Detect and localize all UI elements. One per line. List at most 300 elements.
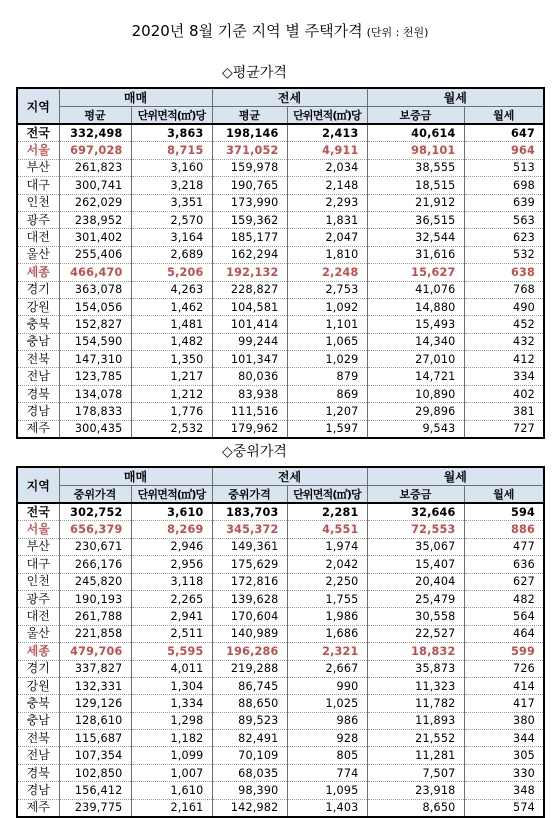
value-cell: 638: [464, 264, 544, 281]
region-header: 지역: [17, 467, 59, 503]
value-cell: 623: [464, 229, 544, 246]
jeonse-unit-area-header: 단위면적(㎡)당: [287, 486, 367, 504]
value-cell: 18,515: [367, 177, 464, 194]
value-cell: 89,523: [212, 712, 287, 729]
value-cell: 301,402: [59, 229, 131, 246]
jeonse-header: 전세: [212, 88, 367, 107]
value-cell: 2,570: [131, 211, 212, 228]
table-row: [17, 403, 544, 420]
table-row: [17, 281, 544, 298]
region-cell: 광주: [17, 590, 59, 607]
value-cell: 627: [464, 573, 544, 590]
value-cell: 4,911: [287, 142, 367, 159]
region-cell: 충북: [17, 316, 59, 333]
value-cell: 142,982: [212, 799, 287, 817]
table-row: [17, 124, 544, 142]
value-cell: 727: [464, 420, 544, 438]
value-cell: 2,250: [287, 573, 367, 590]
value-cell: 332,498: [59, 124, 131, 142]
median-table-body: [17, 503, 544, 817]
value-cell: 417: [464, 695, 544, 712]
value-cell: 228,827: [212, 281, 287, 298]
value-cell: 70,109: [212, 747, 287, 764]
value-cell: 18,832: [367, 643, 464, 660]
value-cell: 805: [287, 747, 367, 764]
region-cell: 경북: [17, 764, 59, 781]
value-cell: 2,413: [287, 124, 367, 142]
region-cell: 대전: [17, 608, 59, 625]
value-cell: 466,470: [59, 264, 131, 281]
value-cell: 3,164: [131, 229, 212, 246]
value-cell: 371,052: [212, 142, 287, 159]
table-row: [17, 677, 544, 694]
region-cell: 충북: [17, 695, 59, 712]
value-cell: 337,827: [59, 660, 131, 677]
value-cell: 1,831: [287, 211, 367, 228]
region-cell: 전남: [17, 368, 59, 385]
value-cell: 1,298: [131, 712, 212, 729]
value-cell: 2,161: [131, 799, 212, 817]
table-row: [17, 194, 544, 211]
value-cell: 175,629: [212, 556, 287, 573]
value-cell: 11,281: [367, 747, 464, 764]
value-cell: 636: [464, 556, 544, 573]
value-cell: 31,616: [367, 246, 464, 263]
value-cell: 111,516: [212, 403, 287, 420]
value-cell: 414: [464, 677, 544, 694]
value-cell: 245,820: [59, 573, 131, 590]
value-cell: 1,065: [287, 333, 367, 350]
table-row: [17, 177, 544, 194]
table-row: [17, 590, 544, 607]
value-cell: 3,863: [131, 124, 212, 142]
table-row: [17, 643, 544, 660]
value-cell: 1,986: [287, 608, 367, 625]
value-cell: 32,646: [367, 503, 464, 521]
value-cell: 21,552: [367, 730, 464, 747]
value-cell: 192,132: [212, 264, 287, 281]
value-cell: 1,217: [131, 368, 212, 385]
monthly-header: 월세: [367, 467, 544, 486]
value-cell: 230,671: [59, 538, 131, 555]
value-cell: 238,952: [59, 211, 131, 228]
value-cell: 305: [464, 747, 544, 764]
value-cell: 1,095: [287, 782, 367, 799]
value-cell: 1,610: [131, 782, 212, 799]
monthly-header: 월세: [367, 88, 544, 107]
value-cell: 5,595: [131, 643, 212, 660]
value-cell: 22,527: [367, 625, 464, 642]
value-cell: 513: [464, 159, 544, 176]
value-cell: 348: [464, 782, 544, 799]
value-cell: 156,412: [59, 782, 131, 799]
value-cell: 302,752: [59, 503, 131, 521]
table-row: [17, 368, 544, 385]
table-row: [17, 385, 544, 402]
value-cell: 32,544: [367, 229, 464, 246]
value-cell: 15,627: [367, 264, 464, 281]
table-row: [17, 712, 544, 729]
value-cell: 656,379: [59, 521, 131, 538]
value-cell: 3,160: [131, 159, 212, 176]
value-cell: 2,667: [287, 660, 367, 677]
value-cell: 262,029: [59, 194, 131, 211]
region-header: 지역: [17, 88, 59, 124]
region-cell: 대구: [17, 177, 59, 194]
region-cell: 경남: [17, 403, 59, 420]
value-cell: 2,034: [287, 159, 367, 176]
value-cell: 345,372: [212, 521, 287, 538]
region-cell: 부산: [17, 159, 59, 176]
region-cell: 대구: [17, 556, 59, 573]
value-cell: 639: [464, 194, 544, 211]
deposit-header: 보증금: [367, 486, 464, 504]
trade-avg-header: 평균: [59, 107, 131, 125]
region-cell: 울산: [17, 625, 59, 642]
value-cell: 2,753: [287, 281, 367, 298]
value-cell: 9,543: [367, 420, 464, 438]
value-cell: 2,321: [287, 643, 367, 660]
table-row: [17, 625, 544, 642]
value-cell: 599: [464, 643, 544, 660]
value-cell: 2,148: [287, 177, 367, 194]
region-cell: 전국: [17, 503, 59, 521]
value-cell: 36,515: [367, 211, 464, 228]
value-cell: 330: [464, 764, 544, 781]
table-row: [17, 298, 544, 315]
value-cell: 25,479: [367, 590, 464, 607]
value-cell: 1,403: [287, 799, 367, 817]
value-cell: 14,340: [367, 333, 464, 350]
region-cell: 부산: [17, 538, 59, 555]
monthly-rent-header: 월세: [464, 107, 544, 125]
value-cell: 15,493: [367, 316, 464, 333]
table-row: [17, 503, 544, 521]
value-cell: 239,775: [59, 799, 131, 817]
value-cell: 15,407: [367, 556, 464, 573]
value-cell: 1,481: [131, 316, 212, 333]
value-cell: 1,007: [131, 764, 212, 781]
value-cell: 86,745: [212, 677, 287, 694]
value-cell: 1,212: [131, 385, 212, 402]
value-cell: 3,610: [131, 503, 212, 521]
value-cell: 154,590: [59, 333, 131, 350]
value-cell: 190,765: [212, 177, 287, 194]
value-cell: 2,265: [131, 590, 212, 607]
value-cell: 3,218: [131, 177, 212, 194]
value-cell: 140,989: [212, 625, 287, 642]
value-cell: 219,288: [212, 660, 287, 677]
value-cell: 990: [287, 677, 367, 694]
table-row: [17, 333, 544, 350]
table-row: [17, 782, 544, 799]
value-cell: 432: [464, 333, 544, 350]
region-cell: 전북: [17, 730, 59, 747]
value-cell: 11,782: [367, 695, 464, 712]
region-cell: 경남: [17, 782, 59, 799]
value-cell: 1,029: [287, 351, 367, 368]
value-cell: 1,334: [131, 695, 212, 712]
jeonse-header: 전세: [212, 467, 367, 486]
value-cell: 178,833: [59, 403, 131, 420]
value-cell: 1,974: [287, 538, 367, 555]
table-row: [17, 521, 544, 538]
value-cell: 768: [464, 281, 544, 298]
value-cell: 104,581: [212, 298, 287, 315]
region-cell: 인천: [17, 194, 59, 211]
value-cell: 83,938: [212, 385, 287, 402]
value-cell: 1,182: [131, 730, 212, 747]
table-row: [17, 229, 544, 246]
value-cell: 3,118: [131, 573, 212, 590]
value-cell: 183,703: [212, 503, 287, 521]
value-cell: 380: [464, 712, 544, 729]
value-cell: 134,078: [59, 385, 131, 402]
trade-unit-area-header: 단위면적(㎡)당: [131, 486, 212, 504]
value-cell: 886: [464, 521, 544, 538]
value-cell: 115,687: [59, 730, 131, 747]
value-cell: 68,035: [212, 764, 287, 781]
page-title: [0, 20, 560, 41]
region-cell: 인천: [17, 573, 59, 590]
region-cell: 세종: [17, 264, 59, 281]
table-row: [17, 730, 544, 747]
region-cell: 경기: [17, 660, 59, 677]
value-cell: 8,715: [131, 142, 212, 159]
value-cell: 88,650: [212, 695, 287, 712]
value-cell: 594: [464, 503, 544, 521]
value-cell: 1,462: [131, 298, 212, 315]
value-cell: 172,816: [212, 573, 287, 590]
value-cell: 412: [464, 351, 544, 368]
table-row: [17, 695, 544, 712]
value-cell: 574: [464, 799, 544, 817]
value-cell: 11,323: [367, 677, 464, 694]
value-cell: 1,776: [131, 403, 212, 420]
value-cell: 255,406: [59, 246, 131, 263]
region-cell: 전북: [17, 351, 59, 368]
value-cell: 477: [464, 538, 544, 555]
value-cell: 647: [464, 124, 544, 142]
value-cell: 11,893: [367, 712, 464, 729]
region-cell: 광주: [17, 211, 59, 228]
value-cell: 532: [464, 246, 544, 263]
value-cell: 159,978: [212, 159, 287, 176]
value-cell: 40,614: [367, 124, 464, 142]
value-cell: 564: [464, 608, 544, 625]
table-row: [17, 246, 544, 263]
value-cell: 29,896: [367, 403, 464, 420]
table-row: [17, 764, 544, 781]
value-cell: 4,551: [287, 521, 367, 538]
value-cell: 129,126: [59, 695, 131, 712]
section-title-median: ◇중위가격: [222, 444, 287, 460]
value-cell: 159,362: [212, 211, 287, 228]
value-cell: 563: [464, 211, 544, 228]
value-cell: 2,956: [131, 556, 212, 573]
table-row: [17, 211, 544, 228]
value-cell: 381: [464, 403, 544, 420]
region-cell: 충남: [17, 712, 59, 729]
value-cell: 152,827: [59, 316, 131, 333]
region-cell: 울산: [17, 246, 59, 263]
value-cell: 2,689: [131, 246, 212, 263]
value-cell: 162,294: [212, 246, 287, 263]
value-cell: 879: [287, 368, 367, 385]
value-cell: 2,532: [131, 420, 212, 438]
table-row: [17, 573, 544, 590]
value-cell: 21,912: [367, 194, 464, 211]
value-cell: 482: [464, 590, 544, 607]
value-cell: 1,482: [131, 333, 212, 350]
value-cell: 173,990: [212, 194, 287, 211]
value-cell: 196,286: [212, 643, 287, 660]
value-cell: 8,269: [131, 521, 212, 538]
value-cell: 14,721: [367, 368, 464, 385]
region-cell: 강원: [17, 298, 59, 315]
region-cell: 강원: [17, 677, 59, 694]
value-cell: 698: [464, 177, 544, 194]
region-cell: 충남: [17, 333, 59, 350]
value-cell: 99,244: [212, 333, 287, 350]
value-cell: 363,078: [59, 281, 131, 298]
value-cell: 2,293: [287, 194, 367, 211]
value-cell: 147,310: [59, 351, 131, 368]
value-cell: 986: [287, 712, 367, 729]
table-row: [17, 264, 544, 281]
value-cell: 344: [464, 730, 544, 747]
value-cell: 80,036: [212, 368, 287, 385]
value-cell: 479,706: [59, 643, 131, 660]
value-cell: 697,028: [59, 142, 131, 159]
value-cell: 464: [464, 625, 544, 642]
unit-label: (단위 : 천원): [366, 26, 429, 39]
value-cell: 2,042: [287, 556, 367, 573]
table-row: [17, 799, 544, 817]
value-cell: 402: [464, 385, 544, 402]
value-cell: 128,610: [59, 712, 131, 729]
table-row: [17, 142, 544, 159]
value-cell: 198,146: [212, 124, 287, 142]
value-cell: 101,347: [212, 351, 287, 368]
average-table-body: [17, 124, 544, 438]
value-cell: 27,010: [367, 351, 464, 368]
region-cell: 서울: [17, 142, 59, 159]
value-cell: 1,207: [287, 403, 367, 420]
jeonse-median-header: 중위가격: [212, 486, 287, 504]
trade-median-header: 중위가격: [59, 486, 131, 504]
value-cell: 98,101: [367, 142, 464, 159]
region-cell: 서울: [17, 521, 59, 538]
value-cell: 452: [464, 316, 544, 333]
table-row: [17, 747, 544, 764]
median-price-table: [16, 466, 545, 818]
region-cell: 경북: [17, 385, 59, 402]
value-cell: 139,628: [212, 590, 287, 607]
value-cell: 266,176: [59, 556, 131, 573]
value-cell: 170,604: [212, 608, 287, 625]
value-cell: 1,304: [131, 677, 212, 694]
value-cell: 1,092: [287, 298, 367, 315]
value-cell: 101,414: [212, 316, 287, 333]
deposit-header: 보증금: [367, 107, 464, 125]
value-cell: 1,101: [287, 316, 367, 333]
value-cell: 23,918: [367, 782, 464, 799]
trade-unit-area-header: 단위면적(㎡)당: [131, 107, 212, 125]
region-cell: 전국: [17, 124, 59, 142]
value-cell: 10,890: [367, 385, 464, 402]
value-cell: 1,597: [287, 420, 367, 438]
value-cell: 107,354: [59, 747, 131, 764]
monthly-rent-header: 월세: [464, 486, 544, 504]
value-cell: 2,047: [287, 229, 367, 246]
value-cell: 2,248: [287, 264, 367, 281]
jeonse-unit-area-header: 단위면적(㎡)당: [287, 107, 367, 125]
value-cell: 1,350: [131, 351, 212, 368]
table-row: [17, 159, 544, 176]
value-cell: 1,810: [287, 246, 367, 263]
value-cell: 4,263: [131, 281, 212, 298]
value-cell: 261,788: [59, 608, 131, 625]
value-cell: 928: [287, 730, 367, 747]
value-cell: 2,941: [131, 608, 212, 625]
table-row: [17, 556, 544, 573]
region-cell: 세종: [17, 643, 59, 660]
region-cell: 전남: [17, 747, 59, 764]
table-row: [17, 538, 544, 555]
table-row: [17, 351, 544, 368]
value-cell: 72,553: [367, 521, 464, 538]
value-cell: 41,076: [367, 281, 464, 298]
value-cell: 2,946: [131, 538, 212, 555]
value-cell: 4,011: [131, 660, 212, 677]
value-cell: 2,511: [131, 625, 212, 642]
value-cell: 179,962: [212, 420, 287, 438]
value-cell: 102,850: [59, 764, 131, 781]
value-cell: 2,281: [287, 503, 367, 521]
value-cell: 132,331: [59, 677, 131, 694]
value-cell: 149,361: [212, 538, 287, 555]
value-cell: 3,351: [131, 194, 212, 211]
region-cell: 경기: [17, 281, 59, 298]
value-cell: 185,177: [212, 229, 287, 246]
value-cell: 334: [464, 368, 544, 385]
value-cell: 1,025: [287, 695, 367, 712]
value-cell: 964: [464, 142, 544, 159]
value-cell: 8,650: [367, 799, 464, 817]
region-cell: 제주: [17, 799, 59, 817]
value-cell: 490: [464, 298, 544, 315]
value-cell: 726: [464, 660, 544, 677]
section-title-average: ◇평균가격: [222, 65, 287, 81]
value-cell: 98,390: [212, 782, 287, 799]
value-cell: 14,880: [367, 298, 464, 315]
value-cell: 774: [287, 764, 367, 781]
table-row: [17, 608, 544, 625]
value-cell: 1,686: [287, 625, 367, 642]
value-cell: 1,099: [131, 747, 212, 764]
value-cell: 38,555: [367, 159, 464, 176]
table-row: [17, 420, 544, 438]
value-cell: 35,873: [367, 660, 464, 677]
value-cell: 261,823: [59, 159, 131, 176]
value-cell: 30,558: [367, 608, 464, 625]
value-cell: 1,755: [287, 590, 367, 607]
value-cell: 154,056: [59, 298, 131, 315]
value-cell: 82,491: [212, 730, 287, 747]
value-cell: 190,193: [59, 590, 131, 607]
title-text: 2020년 8월 기준 지역 별 주택가격: [131, 22, 363, 40]
